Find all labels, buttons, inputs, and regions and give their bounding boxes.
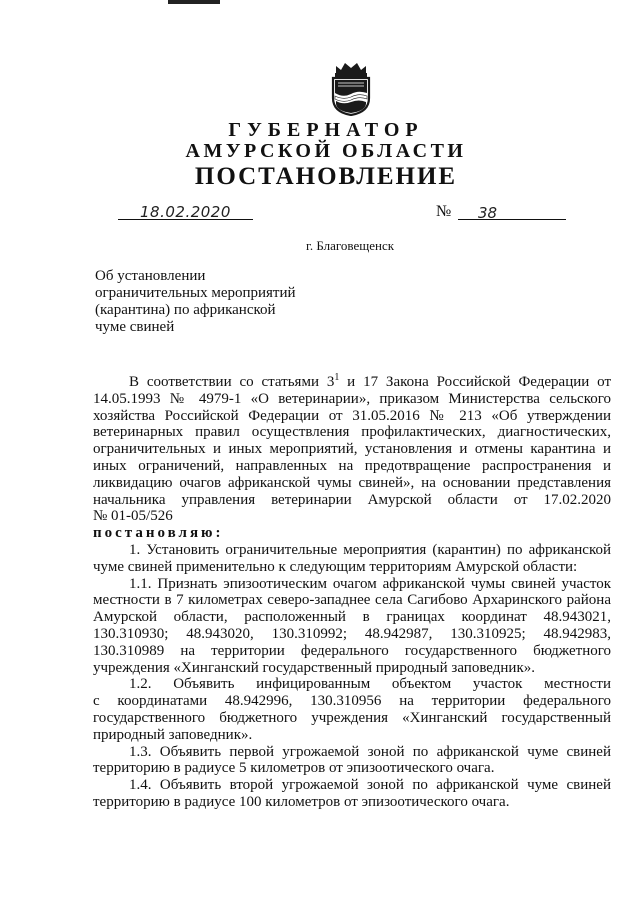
paragraph-1-2-line: 1.2. Объявить инфицированным объектом участок местности xyxy=(129,676,611,693)
governor-title: ГУБЕРНАТОР xyxy=(228,119,424,141)
footnote-superscript: 1 xyxy=(334,372,340,383)
city-name: г. Благовещенск xyxy=(305,238,395,253)
paragraph-1-1-line: Амурской области, расположенный в границах координат 48.943021, xyxy=(93,609,611,626)
document-type-title: ПОСТАНОВЛЕНИЕ xyxy=(194,163,458,190)
preamble-line: начальника управления ветеринарии Амурской области от 17.02.2020 xyxy=(93,491,611,508)
region-title: АМУРСКОЙ ОБЛАСТИ xyxy=(185,140,467,162)
preamble-line: иных ограничений, направленных на предотвращение распространения и xyxy=(93,457,611,474)
paragraph-1-line: чуме свиней применительно к следующим территориям Амурской области: xyxy=(93,558,578,575)
paragraph-1-4-line: 1.4. Объявить второй угрожаемой зоной по африканской чуме свиней xyxy=(129,777,611,794)
amur-region-coat-of-arms-icon xyxy=(328,60,374,116)
paragraph-1-line: 1. Установить ограничительные мероприятия (карантин) по африканской xyxy=(129,541,611,558)
preamble-line: ликвидацию очагов африканской чумы свиней», на основании представления xyxy=(93,474,611,491)
paragraph-1-3-line: 1.3. Объявить первой угрожаемой зоной по африканской чуме свиней xyxy=(129,743,611,760)
subject-line: чуме свиней xyxy=(95,319,175,335)
document-subject xyxy=(95,268,296,336)
paragraph-1-2-line: с координатами 48.942996, 130.310956 на территории федерального xyxy=(93,693,611,710)
paragraph-1-1-line: 1.1. Признать эпизоотическим очагом африканской чумы свиней участок xyxy=(129,575,611,592)
paragraph-1-1-line: 130.310989 на территории федерального государственного бюджетного xyxy=(93,642,611,659)
number-label: № xyxy=(436,203,452,220)
subject-line: (карантина) по африканской xyxy=(95,302,276,318)
paragraph-1-4-line: территорию в радиусе 100 километров от эпизоотического очага. xyxy=(93,793,510,810)
preamble-line: ограничительных и иных мероприятий, установления и отмены карантина и xyxy=(93,441,611,458)
preamble-line: № 01-05/526 xyxy=(93,508,173,525)
paragraph-1-2-line: государственного бюджетного учреждения «Хинганский государственный xyxy=(93,709,611,726)
paragraph-1-1-line: 130.310930; 48.943020, 130.310992; 48.942987, 130.310925; 48.942983, xyxy=(93,625,611,642)
number-underline xyxy=(458,218,566,220)
subject-line: Об установлении xyxy=(95,268,206,284)
paragraph-1-1-line: учреждения «Хинганский государственный природный заповедник». xyxy=(93,659,535,676)
preamble-line: ветеринарных правил осуществления профилактических, диагностических, xyxy=(93,424,611,441)
subject-line: ограничительных мероприятий xyxy=(95,285,296,301)
document-body xyxy=(93,374,611,811)
preamble-line: хозяйства Российской Федерации от 31.05.2016 № 213 «Об утверждении xyxy=(93,407,611,424)
paragraph-1-3-line: территорию в радиусе 5 километров от эпизоотического очага. xyxy=(93,760,495,777)
paragraph-1-2-line: природный заповедник». xyxy=(93,726,253,743)
scan-artifact-mark xyxy=(168,0,220,4)
preamble-line: 14.05.1993 № 4979-1 «О ветеринарии», приказом Министерства сельского xyxy=(93,390,611,407)
paragraph-1-1-line: местности в 7 километрах северо-западнее села Сагибово Архаринского района xyxy=(93,592,611,609)
resolve-word: постановляю: xyxy=(93,525,224,542)
document-number: 38 xyxy=(478,204,498,222)
document-date: 18.02.2020 xyxy=(140,203,231,221)
preamble-line: В соответствии со статьями $3^1$ и 17 Закона Российской Федерации от xyxy=(129,372,611,390)
